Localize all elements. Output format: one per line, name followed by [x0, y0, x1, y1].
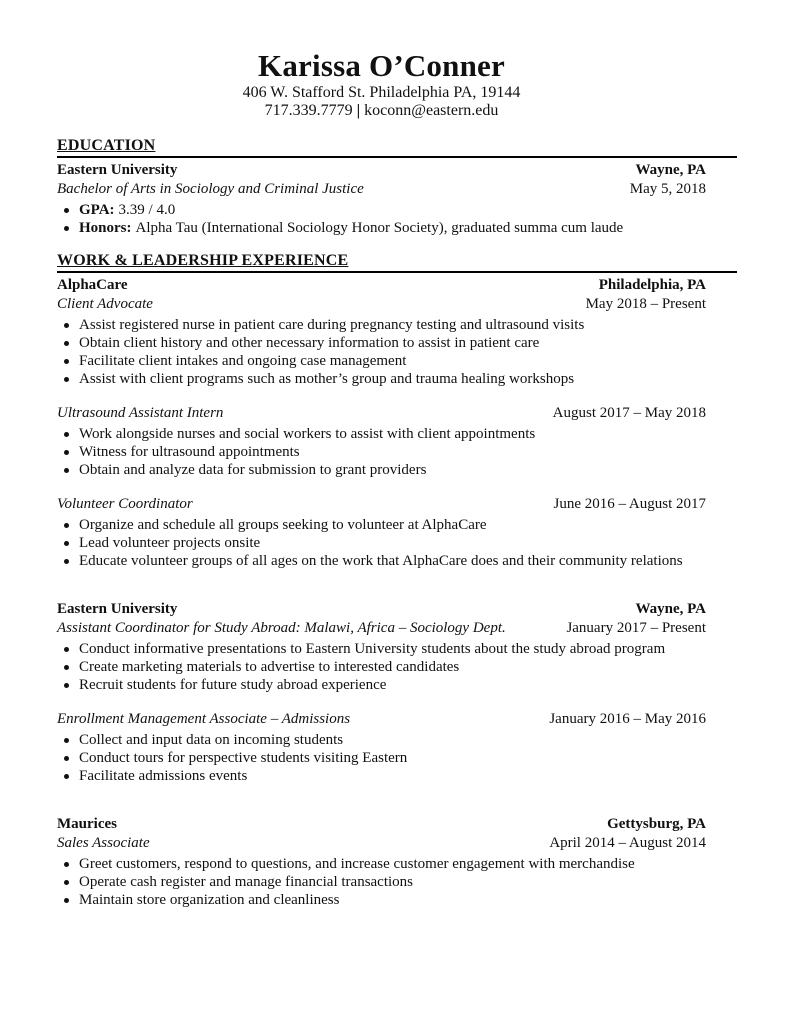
- bullet-item: Assist registered nurse in patient care during pregnancy testing and ultrasound visits: [57, 316, 706, 334]
- bullet-label: Honors:: [79, 220, 132, 236]
- employer-row: [57, 815, 706, 834]
- bullet-item: Lead volunteer projects onsite: [57, 534, 706, 552]
- role-row: [57, 710, 706, 729]
- bullet-item: Conduct tours for perspective students visiting Eastern: [57, 749, 706, 767]
- bullet-item: Operate cash register and manage financial transactions: [57, 873, 706, 891]
- bullet-label: GPA:: [79, 202, 115, 218]
- role-dates: August 2017 – May 2018: [552, 405, 706, 421]
- education-bullets: [57, 201, 706, 237]
- bullet-item: Create marketing materials to advertise to interested candidates: [57, 658, 706, 676]
- employer-eastern-university: [57, 600, 706, 785]
- role-client-advocate: [57, 295, 706, 388]
- employer-name: AlphaCare: [57, 277, 128, 293]
- role-row: [57, 619, 706, 638]
- role-bullets: [57, 425, 706, 479]
- bullet-item: Educate volunteer groups of all ages on the work that AlphaCare does and their community relations: [57, 552, 706, 570]
- role-title: Ultrasound Assistant Intern: [57, 405, 224, 421]
- bullet-item: Organize and schedule all groups seeking to volunteer at AlphaCare: [57, 516, 706, 534]
- education-org-row: [57, 161, 706, 180]
- school-name: Eastern University: [57, 162, 178, 178]
- bullet-item: Witness for ultrasound appointments: [57, 443, 706, 461]
- school-location: Wayne, PA: [635, 162, 706, 178]
- role-bullets: [57, 316, 706, 388]
- address-line: 406 W. Stafford St. Philadelphia PA, 19144: [242, 84, 521, 101]
- role-row: [57, 295, 706, 314]
- employer-location: Wayne, PA: [635, 601, 706, 617]
- bullet-item: Maintain store organization and cleanliness: [57, 891, 706, 909]
- bullet-item: [57, 219, 706, 237]
- employer-location: Gettysburg, PA: [607, 816, 706, 832]
- section-education: [57, 136, 706, 237]
- employer-alphacare: [57, 276, 706, 570]
- role-dates: June 2016 – August 2017: [553, 496, 706, 512]
- degree-name: Bachelor of Arts in Sociology and Criminal Justice: [57, 181, 364, 197]
- bullet-item: Work alongside nurses and social workers to assist with client appointments: [57, 425, 706, 443]
- email-address: koconn@eastern.edu: [364, 102, 499, 119]
- role-enrollment-management-associate: [57, 710, 706, 785]
- candidate-name: Karissa O’Conner: [258, 48, 505, 83]
- employer-name: Maurices: [57, 816, 117, 832]
- role-title: Sales Associate: [57, 835, 150, 851]
- bullet-item: [57, 201, 706, 219]
- employer-row: [57, 600, 706, 619]
- bullet-item: Obtain client history and other necessary information to assist in patient care: [57, 334, 706, 352]
- role-bullets: [57, 516, 706, 570]
- employer-maurices: [57, 815, 706, 909]
- bullet-item: Recruit students for future study abroad experience: [57, 676, 706, 694]
- role-dates: January 2017 – Present: [566, 620, 706, 636]
- section-title-education: EDUCATION: [57, 136, 737, 158]
- resume-header: [57, 48, 706, 120]
- role-title: Assistant Coordinator for Study Abroad: Malawi, Africa – Sociology Dept.: [57, 620, 506, 636]
- role-row: [57, 495, 706, 514]
- bullet-item: Conduct informative presentations to Eastern University students about the study abroad program: [57, 640, 706, 658]
- role-bullets: [57, 731, 706, 785]
- bullet-text: 3.39 / 4.0: [118, 202, 176, 218]
- education-degree-row: [57, 180, 706, 199]
- bullet-text: Alpha Tau (International Sociology Honor Society), graduated summa cum laude: [135, 220, 624, 236]
- role-row: [57, 404, 706, 423]
- section-work-experience: [57, 251, 706, 909]
- bullet-item: Facilitate client intakes and ongoing case management: [57, 352, 706, 370]
- role-title: Client Advocate: [57, 296, 153, 312]
- bullet-item: Collect and input data on incoming students: [57, 731, 706, 749]
- role-bullets: [57, 640, 706, 694]
- bullet-item: Obtain and analyze data for submission to grant providers: [57, 461, 706, 479]
- role-dates: May 2018 – Present: [585, 296, 706, 312]
- role-title: Volunteer Coordinator: [57, 496, 193, 512]
- contact-separator: |: [356, 102, 361, 119]
- role-dates: April 2014 – August 2014: [549, 835, 706, 851]
- graduation-date: May 5, 2018: [629, 181, 706, 197]
- contact-line: [57, 102, 706, 120]
- role-volunteer-coordinator: [57, 495, 706, 570]
- employer-row: [57, 276, 706, 295]
- bullet-item: Facilitate admissions events: [57, 767, 706, 785]
- bullet-item: Assist with client programs such as mother’s group and trauma healing workshops: [57, 370, 706, 388]
- employer-name: Eastern University: [57, 601, 178, 617]
- role-ultrasound-assistant-intern: [57, 404, 706, 479]
- section-title-work: WORK & LEADERSHIP EXPERIENCE: [57, 251, 737, 273]
- role-row: [57, 834, 706, 853]
- phone-number: 717.339.7779: [264, 102, 353, 119]
- role-dates: January 2016 – May 2016: [549, 711, 706, 727]
- employer-location: Philadelphia, PA: [598, 277, 706, 293]
- role-title: Enrollment Management Associate – Admissions: [57, 711, 351, 727]
- bullet-item: Greet customers, respond to questions, and increase customer engagement with merchandise: [57, 855, 706, 873]
- role-study-abroad-coordinator: [57, 619, 706, 694]
- role-bullets: [57, 855, 706, 909]
- role-sales-associate: [57, 834, 706, 909]
